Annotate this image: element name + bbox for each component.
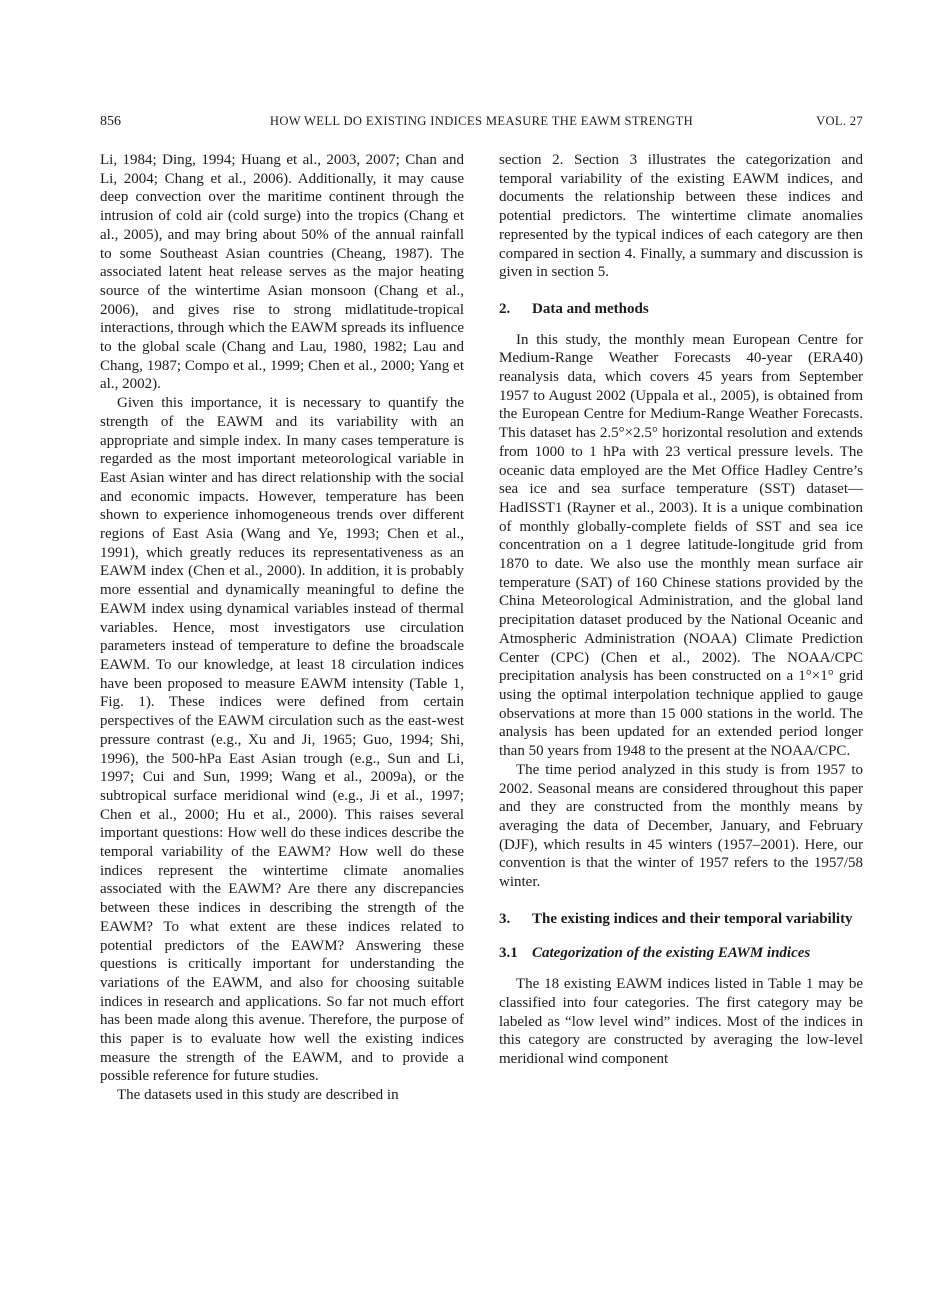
subsection-heading-categorization bbox=[499, 944, 863, 963]
paragraph-datasets-intro: The datasets used in this study are described in bbox=[117, 1087, 399, 1104]
subsection-number: 3.1 bbox=[499, 945, 518, 962]
section-number: 3. bbox=[499, 910, 511, 927]
right-column bbox=[499, 151, 863, 1105]
paragraph-time-period: The time period analyzed in this study is from 1957 to 2002. Seasonal means are considered throughout this paper and they are constructed from the monthly means by averaging the data of December, January, and February (DJF), which results in 45 winters (1957–2001). Here, our convention is that the winter of 1957 refers to the 1957/58 winter. bbox=[499, 761, 863, 891]
body-columns bbox=[100, 151, 863, 1105]
running-title: HOW WELL DO EXISTING INDICES MEASURE THE EAWM STRENGTH bbox=[269, 114, 694, 128]
paragraph-data-description: In this study, the monthly mean European Centre for Medium-Range Weather Forecasts 40-year (ERA40) reanalysis data, which covers 45 years from September 1957 to August 2002 (Uppala et al., 2005), is obtained from the European Centre for Medium-Range Weather Forecasts. This dataset has 2.5°×2.5° horizontal resolution and extends from 1000 to 1 hPa with 23 vertical pressure levels. The oceanic data employed are the Met Office Hadley Centre’s sea ice and sea surface temperature (SST) dataset—HadISST1 (Rayner et al., 2003). It is a unique combination of monthly globally-complete fields of SST and sea ice concentration on a 1 degree latitude-longitude grid from 1870 to date. We also use the monthly mean surface air temperature (SAT) of 160 Chinese stations provided by the China Meteorological Administration, and the global land precipitation dataset produced by the National Oceanic and Atmospheric Administration (NOAA) Climate Prediction Center (CPC) (Chen et al., 2002). The NOAA/CPC precipitation analysis has been constructed on a 1°×1° grid using the optimal interpolation technique applied to gauge observations at more than 15 000 stations in the world. The analysis has been updated for an extended period longer than 50 years from 1948 to the present at the NOAA/CPC. bbox=[499, 331, 863, 760]
running-header bbox=[100, 114, 863, 130]
section-heading-existing-indices bbox=[499, 910, 863, 929]
paragraph-outline: section 2. Section 3 illustrates the categorization and temporal variability of the existing EAWM indices, and documents the relationship between these indices and potential predictors. The wintertime climate anomalies represented by the typical indices of each category are then compared in section 4. Finally, a summary and discussion is given in section 5. bbox=[499, 152, 863, 281]
section-number: 2. bbox=[499, 300, 511, 317]
paragraph-importance: Given this importance, it is necessary to quantify the strength of the EAWM and its variability with an appropriate and simple index. In many cases temperature is regarded as the most important meteorological variable in East Asian winter and has direct relationship with the social and economic impacts. However, temperature has been shown to experience inhomogeneous trends over different regions of East Asia (Wang and Ye, 1993; Chen et al., 1991), which greatly reduces its representativeness as an EAWM index (Chen et al., 2000). In addition, it is probably more essential and dynamically meaningful to define the EAWM index using dynamical variables instead of thermal variables. Hence, most investigators use circulation parameters instead of temperature to define the broadscale EAWM. To our knowledge, at least 18 circulation indices have been proposed to measure EAWM intensity (Table 1, Fig. 1). These indices were defined from certain perspectives of the EAWM circulation such as the east-west pressure contrast (e.g., Xu and Ji, 1965; Guo, 1994; Shi, 1996), the 500-hPa East Asian trough (e.g., Sun and Li, 1997; Cui and Sun, 1999; Wang et al., 2009a), or the subtropical surface meridional wind (e.g., Ji et al., 1997; Chen et al., 2000; Hu et al., 2000). This raises several important questions: How well do these indices describe the temporal variability of the EAWM? How well do these indices represent the wintertime climate anomalies associated with the EAWM? Are there any discrepancies between these indices in describing the strength of the EAWM? To what extent are these indices related to potential predictors of the EAWM? Answering these questions is critically important for understanding the variations of the EAWM, and also for choosing suitable indices in research and applications. So far not much effort has been made along this avenue. Therefore, the purpose of this paper is to evaluate how well the existing indices measure the strength of the EAWM, and to provide a possible reference for future studies. bbox=[100, 395, 464, 1085]
paragraph-continuation: Li, 1984; Ding, 1994; Huang et al., 2003, 2007; Chan and Li, 2004; Chang et al., 2006). Additionally, it may cause deep convection over the maritime continent through the intrusion of cold air (cold surge) into the tropics (Chang et al., 2005), and may bring about 50% of the annual rainfall to some Southeast Asian countries (Cheang, 1987). The associated latent heat release serves as the major heating source of the wintertime Asian monsoon (Chang et al., 2006), and gives rise to strong midlatitude-tropical interactions, through which the EAWM spreads its influence to the global scale (Chang and Lau, 1980, 1982; Lau and Chang, 1987; Compo et al., 1999; Chen et al., 2000; Yang et al., 2002). bbox=[100, 152, 464, 393]
left-column bbox=[100, 151, 464, 1105]
paragraph-categories: The 18 existing EAWM indices listed in Table 1 may be classified into four categories. The first category may be labeled as “low level wind” indices. Most of the indices in this category are constructed by averaging the low-level meridional wind component bbox=[499, 976, 863, 1067]
section-title: Data and methods bbox=[532, 300, 649, 317]
subsection-title: Categorization of the existing EAWM indices bbox=[532, 945, 811, 962]
section-title: The existing indices and their temporal variability bbox=[532, 910, 853, 927]
page-number: 856 bbox=[100, 114, 121, 129]
section-heading-data-and-methods bbox=[499, 300, 863, 319]
volume-label: VOL. 27 bbox=[816, 114, 863, 128]
